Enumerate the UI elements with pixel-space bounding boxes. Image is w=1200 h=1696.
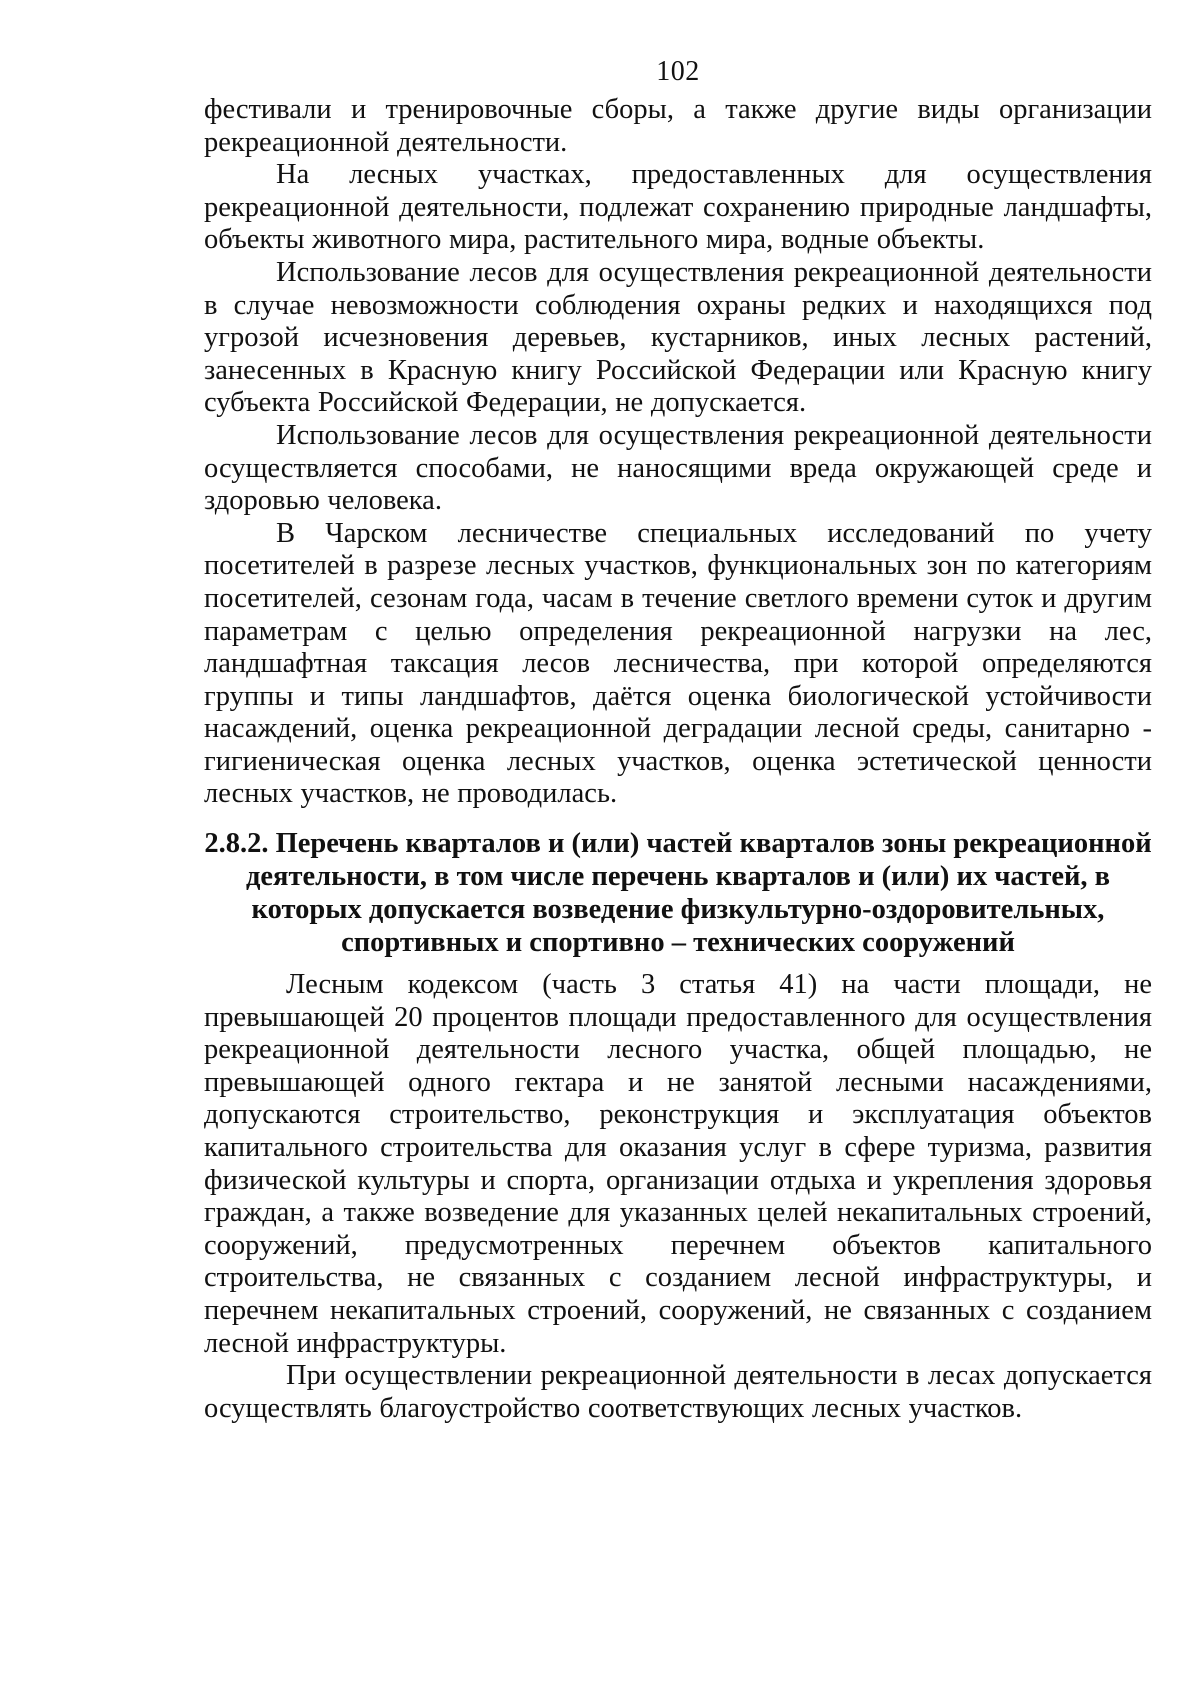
- heading-line: 2.8.2. Перечень кварталов и (или) частей кварталов зоны рекреационной: [204, 828, 1152, 860]
- paragraph-continuation: фестивали и тренировочные сборы, а также другие виды организации рекреационной деятельности.: [204, 94, 1152, 158]
- paragraph-improvement: При осуществлении рекреационной деятельности в лесах допускается осуществлять благоустройство соответствующих лесных участков.: [204, 1360, 1152, 1424]
- page-number: 102: [656, 56, 700, 87]
- document-page: [204, 52, 1152, 1425]
- paragraph-charsky-forestry: В Чарском лесничестве специальных исследований по учету посетителей в разрезе лесных участков, функциональных зон по категориям посетителей, сезонам года, часам в течение светлого времени суток и другим параметрам с целью определения рекреационной нагрузки на лес, ландшафтная таксация лесов лесничества, при которой определяются группы и типы ландшафтов, даётся оценка биологической устойчивости насаждений, оценка рекреационной деградации лесной среды, санитарно - гигиеническая оценка лесных участков, оценка эстетической ценности лесных участков, не проводилась.: [204, 517, 1152, 810]
- paragraph-methods: Использование лесов для осуществления рекреационной деятельности осуществляется способами, не наносящими вреда окружающей среде и здоровью человека.: [204, 419, 1152, 517]
- section-heading-2-8-2: [204, 827, 1152, 959]
- paragraph-landscapes: На лесных участках, предоставленных для осуществления рекреационной деятельности, подлежат сохранению природные ландшафты, объекты животного мира, растительного мира, водные объекты.: [204, 159, 1152, 256]
- heading-line: деятельности, в том числе перечень кварталов и (или) их частей, в: [245, 861, 1111, 893]
- paragraph-red-book: Использование лесов для осуществления рекреационной деятельности в случае невозможности соблюдения охраны редких и находящихся под угрозой исчезновения деревьев, кустарников, иных лесных растений, занесенных в Красную книгу Российской Федерации или Красную книгу субъекта Российской Федерации, не допускается.: [204, 256, 1152, 419]
- heading-line: спортивных и спортивно – технических сооружений: [341, 927, 1015, 959]
- heading-line: которых допускается возведение физкультурно-оздоровительных,: [251, 894, 1105, 926]
- paragraph-forest-code: Лесным кодексом (часть 3 статья 41) на части площади, не превышающей 20 процентов площади предоставленного для осуществления рекреационной деятельности лесного участка, общей площадью, не превышающей одного гектара и не занятой лесными насаждениями, допускаются строительство, реконструкция и эксплуатация объектов капитального строительства для оказания услуг в сфере туризма, развития физической культуры и спорта, организации отдыха и укрепления здоровья граждан, а также возведение для указанных целей некапитальных строений, сооружений, предусмотренных перечнем объектов капитального строительства, не связанных с созданием лесной инфраструктуры, и перечнем некапитальных строений, сооружений, не связанных с созданием лесной инфраструктуры.: [204, 969, 1152, 1359]
